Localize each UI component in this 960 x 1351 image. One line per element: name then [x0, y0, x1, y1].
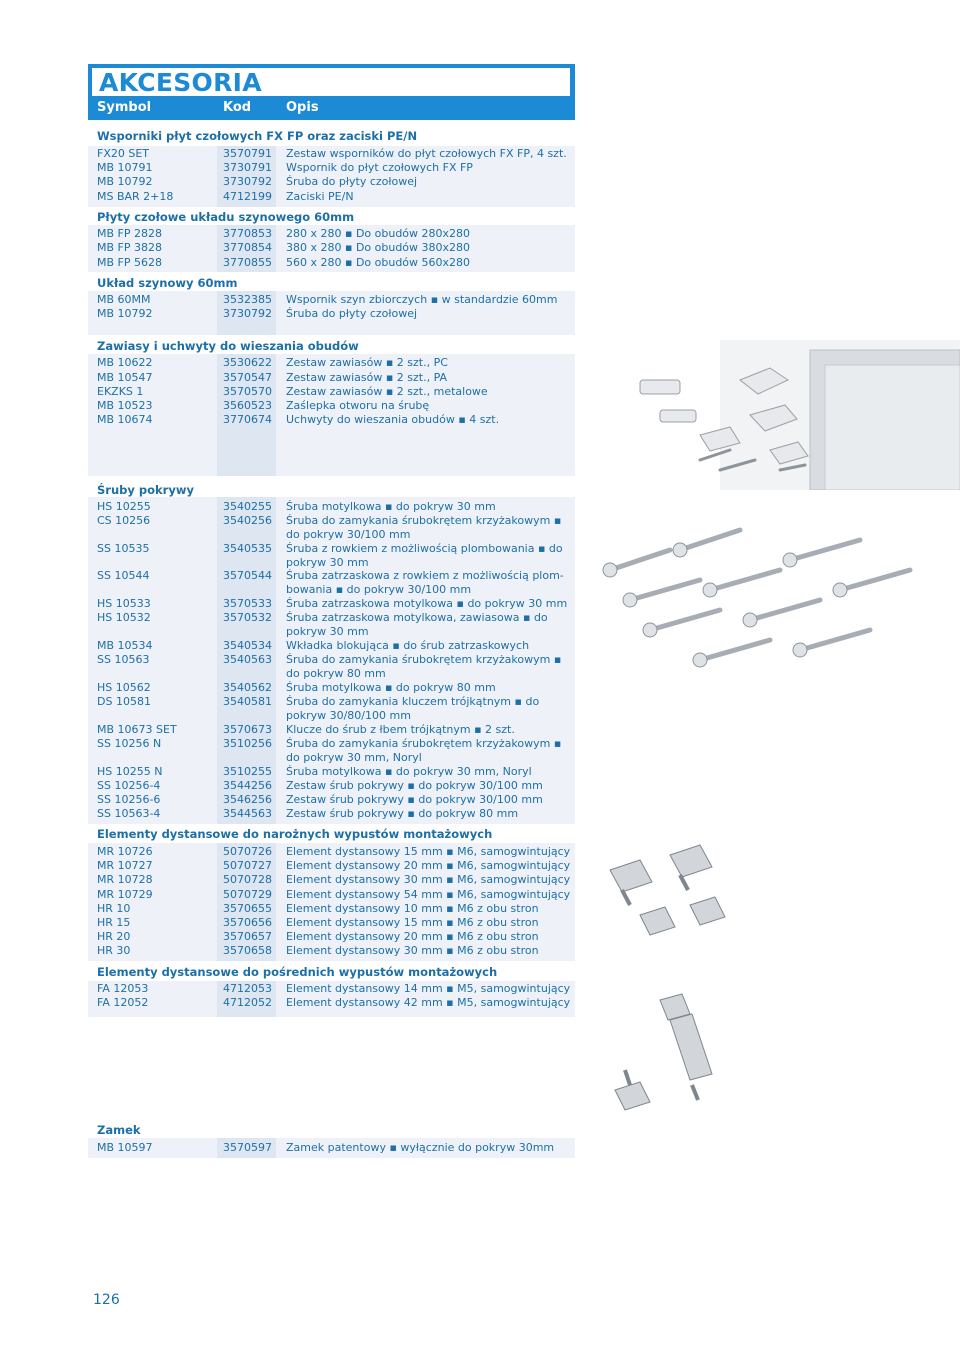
column-header-symbol: Symbol	[97, 100, 152, 115]
section-title: Elementy dystansowe do pośrednich wypustów montażowych	[97, 965, 498, 979]
section-title: Płyty czołowe układu szynowego 60mm	[97, 210, 355, 224]
page: AKCESORIA Symbol Kod Opis Wsporniki płyt czołowych FX FP oraz zaciski PE/N FX20 SET 3570791 Zestaw wsporników do płyt czołowych FX FP, 4 szt. MB 10791 3730791 Wspornik do płyt czołowych FX FP MB 10792 3730792 Śruba do płyty czołowej MS BAR 2+18 4712199 Zaciski PE/N Płyty czołowe układu szynowego 60mm MB FP 2828 3770853 280 x 280 ▪ Do obudów 280x280 MB FP 3828 3770854 380 x 280 ▪ Do obudów 380x280 MB FP 5628 3770855 560 x 280 ▪ Do obudów 560x280 Układ szynowy 60mm MB 60MM 3532385 Wspornik szyn zbiorczych ▪ w standardzie 60mm MB 10792 3730792 Śruba do płyty czołowej Zawiasy i uchwyty do wieszania obudów MB 10622 3530622 Zestaw zawiasów ▪ 2 szt., PC MB 10547 3570547 Zestaw zawiasów ▪ 2 szt., PA EKZKS 1 3570570 Zestaw zawiasów ▪ 2 szt., metalowe MB 10523 3560523 Zaślepka otworu na śrubę MB 10674 3770674 Uchwyty do wieszania obudów ▪ 4 szt. Śruby pokrywy HS 10255 3540255 Śruba motylkowa ▪ do pokryw 30 mm CS 10256 3540256 Śruba do zamykania śrubokrętem krzyżakowym ▪ do pokryw 30/100 mm SS 10535 3540535 Śruba z rowkiem z możliwością plombowania ▪ do pokryw 30 mm SS 10544 3570544 Śruba zatrzaskowa z rowkiem z możliwością plom-bowania ▪ do pokryw 30/100 mm HS 10533 3570533 Śruba zatrzaskowa motylkowa ▪ do pokryw 30 mm HS 10532 3570532 Śruba zatrzaskowa motylkowa, zawiasowa ▪ do pokryw 30 mm MB 10534 3540534 Wkładka blokująca ▪ do śrub zatrzaskowych SS 10563 3540563 Śruba do zamykania śrubokrętem krzyżakowym ▪ do pokryw 80 mm HS 10562 3540562 Śruba motylkowa ▪ do pokryw 80 mm DS 10581 3540581 Śruba do zamykania kluczem trójkątnym ▪ do pokryw 30/80/100 mm MB 10673 SET 3570673 Klucze do śrub z łbem trójkątnym ▪ 2 szt. SS 10256 N 3510256 Śruba do zamykania śrubokrętem krzyżakowym ▪ do pokryw 30 mm, Noryl HS 10255 N 3510255 Śruba motylkowa ▪ do pokryw 30 mm, Noryl SS 10256-4 3544256 Zestaw śrub pokrywy ▪ do pokryw 30/100 mm SS 10256-6 3546256 Zestaw śrub pokrywy ▪ do pokryw 30/100 mm SS 10563-4 3544563 Zestaw śrub pokrywy ▪ do pokryw 80 mm Elementy dystansowe do narożnych wypustów montażowych MR 10726 5070726 Element dystansowy 15 mm ▪ M6, samogwintujący MR 10727 5070727 Element dystansowy 20 mm ▪ M6, samogwintujący MR 10728 5070728 Element dystansowy 30 mm ▪ M6, samogwintujący MR 10729 5070729 Element dystansowy 54 mm ▪ M6, samogwintujący HR 10 3570655 Element dystansowy 10 mm ▪ M6 z obu stron HR 15 3570656 Element dystansowy 15 mm ▪ M6 z obu stron HR 20 3570657 Element dystansowy 20 mm ▪ M6 z obu stron HR 30 3570658 Element dystansowy 30 mm ▪ M6 z obu stron Elementy dystansowe do pośrednich wypustów montażowych FA 12053 4712053 Element dystansowy 14 mm ▪ M5, samogwintujący FA 12052 4712052 Element dystansowy 42 mm ▪ M5, samogwintujący Zamek MB 10597 3570597 Zamek patentowy ▪ wyłącznie do pokryw 30mm 126	[0, 0, 960, 1351]
title-box	[92, 68, 570, 96]
section-title: Zawiasy i uchwyty do wieszania obudów	[97, 339, 359, 353]
section-title: Śruby pokrywy	[97, 483, 194, 497]
hinges-and-enclosure-image	[580, 340, 960, 490]
section-title: Elementy dystansowe do narożnych wypustów montażowych	[97, 827, 493, 841]
column-header-opis: Opis	[286, 100, 319, 115]
section-title: Układ szynowy 60mm	[97, 276, 238, 290]
table-header	[88, 64, 575, 120]
intermediate-spacers-image	[600, 990, 750, 1120]
section-title: Wsporniki płyt czołowych FX FP oraz zaciski PE/N	[97, 129, 418, 143]
page-title: AKCESORIA	[99, 68, 262, 97]
cover-screws-image	[590, 510, 930, 690]
corner-spacers-image	[600, 835, 740, 955]
page-number: 126	[93, 1292, 120, 1308]
column-header-kod: Kod	[223, 100, 252, 115]
section-title: Zamek	[97, 1123, 141, 1137]
